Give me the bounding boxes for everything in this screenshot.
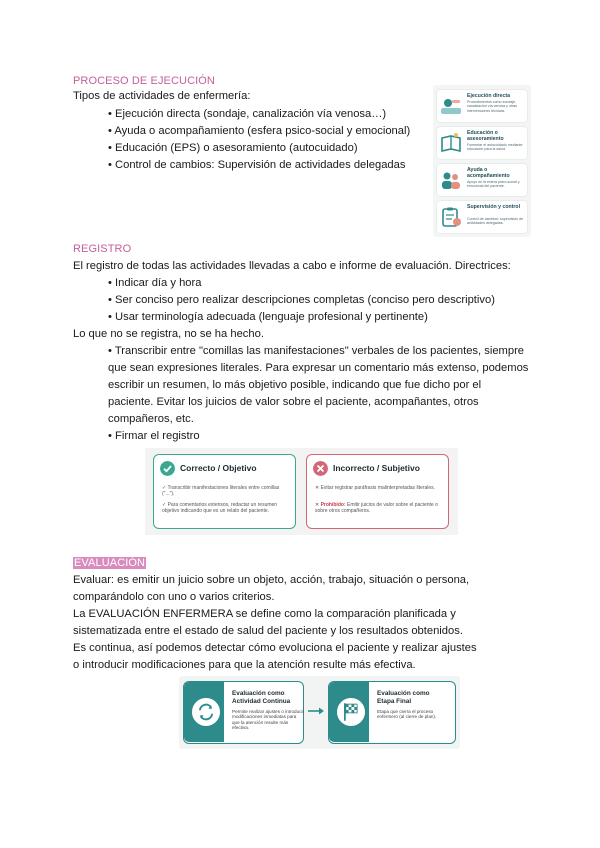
registro-note: Lo que no se registra, no se ha hecho.: [73, 328, 264, 340]
education-book-icon: [440, 132, 462, 154]
paragraph-line: paciente. Evitar los juicios de valor sobre el paciente, acompañantes, otros: [108, 396, 479, 408]
evaluation-final-card: [328, 681, 456, 744]
activity-card: [437, 164, 527, 196]
paragraph-line: compañeros, etc.: [108, 413, 194, 425]
paragraph-line: o introducir modificaciones para que la atención resulte más efectiva.: [73, 659, 416, 671]
card-desc: Permite realizar ajustes o introducir modificaciones inmediatas para que la atención resulte más efectiva.: [232, 709, 304, 731]
activity-card: [437, 127, 527, 159]
card-desc: Control de cambios: supervisión de actividades delegadas.: [467, 217, 524, 226]
card-desc: Apoyo en la esfera psico-social y emocional del paciente.: [467, 180, 520, 189]
card-title: [232, 690, 290, 705]
support-people-icon: [440, 169, 462, 191]
registro-comparison: [145, 448, 458, 535]
card-title-line2: Actividad Continua: [232, 697, 291, 705]
section-title-evaluacion: [73, 557, 146, 569]
card-title-line2: Etapa Final: [377, 697, 412, 705]
correct-line: ✓ Para comentarios extensos, redactar un resumen objetivo indicando que es un relato del paciente.: [162, 502, 278, 514]
card-title: [377, 690, 430, 705]
paragraph-line: • Transcribir entre "comillas las manifestaciones" verbales de los pacientes, siempre: [108, 345, 525, 357]
list-item: • Firmar el registro: [108, 430, 200, 442]
card-desc: Fomentar el autocuidado mediante educación para la salud.: [467, 143, 523, 152]
section-title-highlight: EVALUACIÓN: [74, 557, 146, 569]
list-item: • Educación (EPS) o asesoramiento (autocuidado): [108, 142, 358, 154]
incorrect-title: Incorrecto / Subjetivo: [333, 463, 420, 473]
list-item: • Indicar día y hora: [108, 277, 202, 289]
section-title-registro: REGISTRO: [73, 243, 132, 255]
section-title-ejecucion: PROCESO DE EJECUCIÓN: [73, 75, 215, 87]
list-item: • Control de cambios: Supervisión de actividades delegadas: [108, 159, 406, 171]
registro-intro: El registro de todas las actividades llevadas a cabo e informe de evaluación. Directrices:: [73, 260, 511, 272]
list-item: • Ayuda o acompañamiento (esfera psico-social y emocional): [108, 125, 411, 137]
incorrect-line: ✕ Evitar registrar paráfrasis malinterpretadas literales.: [315, 485, 436, 491]
paragraph-line: escribir un resumen, lo más objetivo posible, indicando que fue dicho por el: [108, 379, 482, 391]
check-circle-icon: [160, 461, 175, 476]
clipboard-check-icon: [440, 206, 462, 228]
incorrect-line: ✕ Prohibido: Emitir juicios de valor sobre el paciente o sobre otros compañeros.: [315, 502, 438, 514]
prohibited-label: Prohibido:: [320, 502, 346, 508]
paragraph-line: Evaluar: es emitir un juicio sobre un objeto, acción, trabajo, situación o persona,: [73, 574, 470, 586]
refresh-cycle-icon: [190, 696, 222, 728]
paragraph-line: que sean expresiones literales. Para expresar un comentario más extenso, podemos: [108, 362, 529, 374]
card-desc: Procedimientos como sondaje, canalización vía venosa y otras intervenciones técnicas.: [467, 100, 517, 113]
arrow-right-icon: [307, 706, 325, 716]
correct-title: Correcto / Objetivo: [180, 463, 257, 473]
activity-types-infographic: [433, 85, 531, 237]
card-title-line1: Evaluación como: [232, 690, 285, 697]
correct-card: [153, 454, 296, 529]
card-desc: Etapa que cierra el proceso enfermero (al cierre de plan).: [377, 709, 437, 720]
list-item: • Usar terminología adecuada (lenguaje profesional y pertinente): [108, 311, 428, 323]
checkered-flag-icon: [335, 696, 367, 728]
card-title-line1: Evaluación como: [377, 690, 430, 697]
activity-card: [437, 90, 527, 122]
list-item: • Ser conciso pero realizar descripciones completas (conciso pero descriptivo): [108, 294, 495, 306]
ejecucion-intro: Tipos de actividades de enfermería:: [73, 90, 251, 102]
card-title: Ayuda o acompañamiento: [467, 167, 510, 179]
card-title: Ejecución directa: [467, 93, 510, 99]
paragraph-line: comparándolo con uno o varios criterios.: [73, 591, 275, 603]
nurse-procedure-icon: [440, 95, 462, 117]
card-title: Supervisión y control: [467, 204, 521, 210]
paragraph-line: sistematizada entre el estado de salud del paciente y los resultados obtenidos.: [73, 625, 463, 637]
evaluation-diagram: [179, 676, 460, 749]
correct-line: ✓ Transcribir manifestaciones literales entre comillas ("...").: [162, 485, 280, 497]
incorrect-card: [306, 454, 449, 529]
paragraph-line: Es continua, así podemos detectar cómo evoluciona el paciente y realizar ajustes: [73, 642, 477, 654]
evaluation-continuous-card: [183, 681, 304, 744]
activity-card: [437, 201, 527, 233]
list-item: • Ejecución directa (sondaje, canalización vía venosa…): [108, 108, 387, 120]
card-title: Educación o asesoramiento: [467, 130, 504, 142]
paragraph-line: La EVALUACIÓN ENFERMERA se define como la comparación planificada y: [73, 608, 456, 620]
x-circle-icon: [313, 461, 328, 476]
